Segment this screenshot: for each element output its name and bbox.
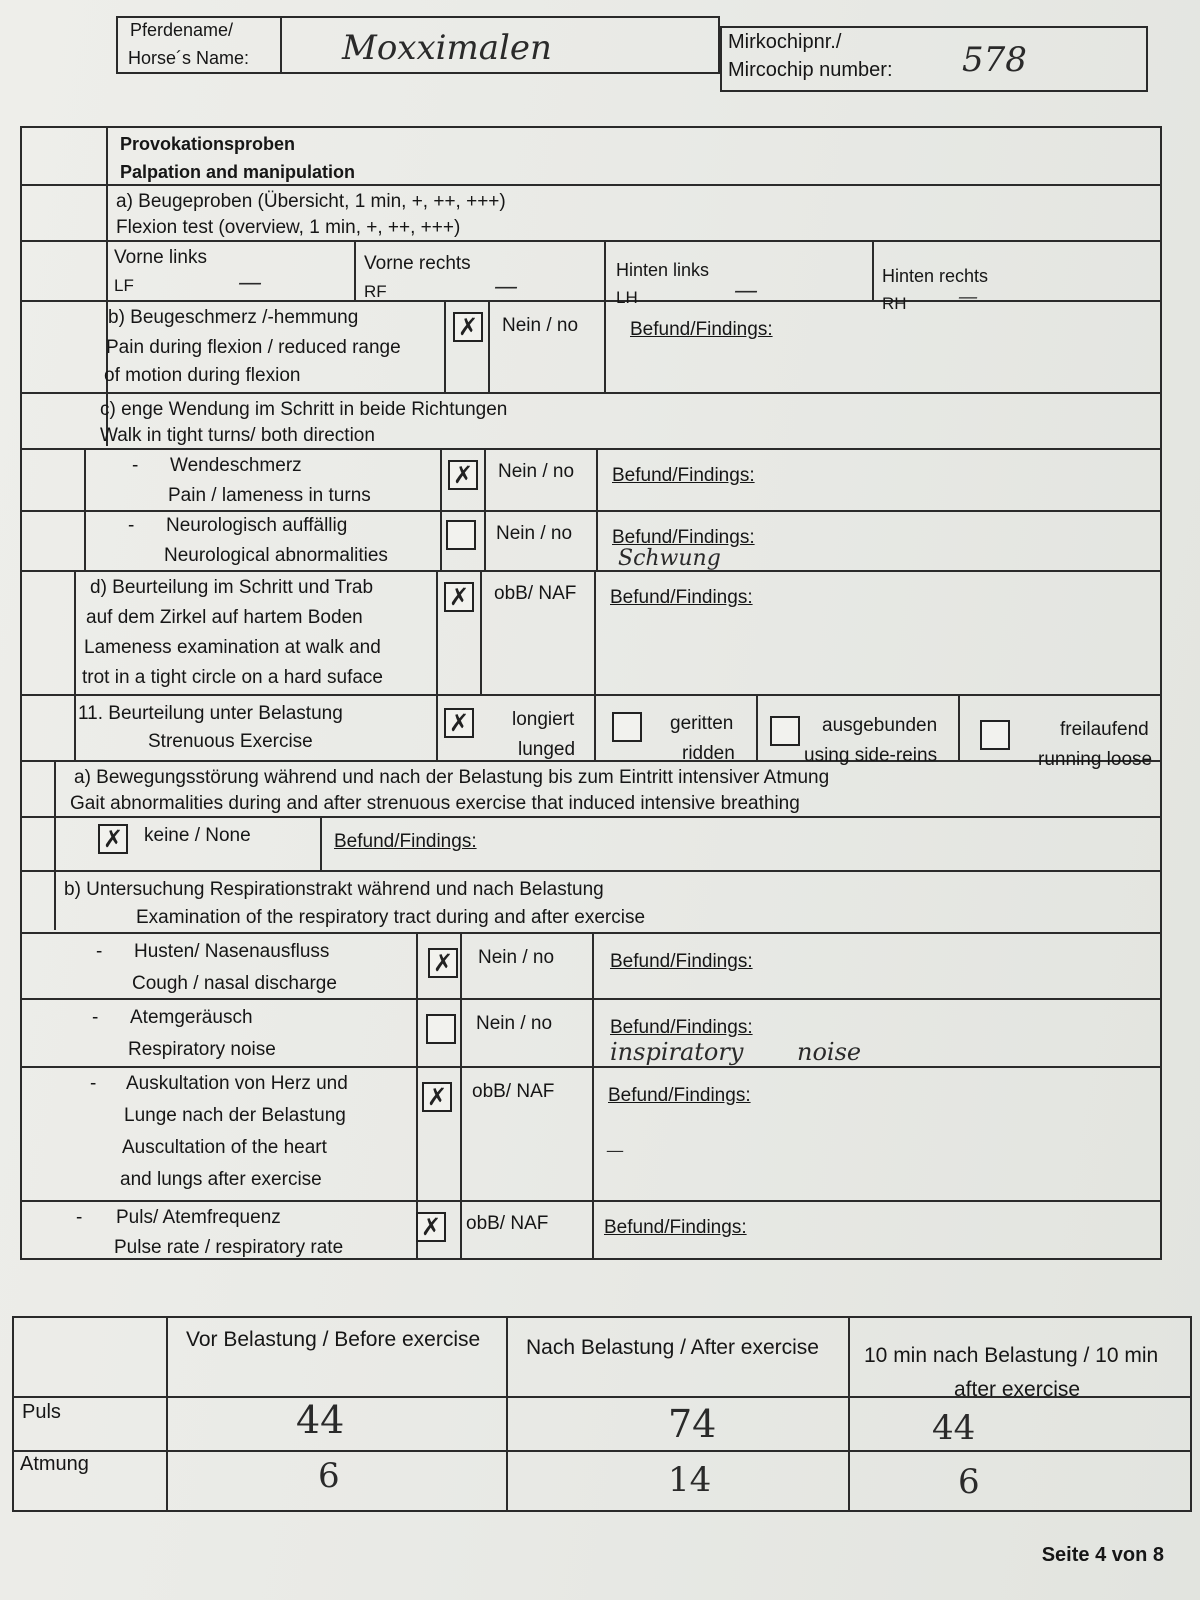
vitals-header-10min-l2: after exercise: [954, 1378, 1081, 1401]
resp-item-2-l1: Auskultation von Herz und: [126, 1073, 348, 1094]
horse-name-value[interactable]: Moxximalen: [342, 28, 552, 68]
turns-item-1-en: Neurological abnormalities: [164, 545, 388, 566]
option-running-loose-de: freilaufend: [1060, 719, 1149, 740]
turns-item-1-dash: -: [128, 515, 135, 536]
gait-findings: Befund/Findings:: [334, 831, 477, 852]
lameness-l3: Lameness examination at walk and: [84, 637, 381, 658]
leg-lf-en: LF: [114, 276, 134, 295]
resp-item-3-checkbox[interactable]: ✗: [416, 1212, 446, 1242]
flexion-pain-l2: Pain during flexion / reduced range: [106, 337, 401, 358]
vitals-pulse-10min[interactable]: 44: [932, 1408, 976, 1448]
resp-item-2-l3: Auscultation of the heart: [122, 1137, 327, 1158]
resp-item-1-note[interactable]: inspiratory noise: [610, 1038, 862, 1066]
resp-item-3-l2: Pulse rate / respiratory rate: [114, 1237, 344, 1258]
leg-rf-en: RF: [364, 282, 387, 301]
flexion-pain-findings: Befund/Findings:: [630, 319, 773, 340]
strenuous-title-de: 11. Beurteilung unter Belastung: [78, 703, 343, 724]
gait-checkbox[interactable]: ✗: [98, 824, 128, 854]
vitals-breathing-after[interactable]: 14: [668, 1460, 712, 1500]
gait-title-en: Gait abnormalities during and after strenuous exercise that induced intensive breathing: [70, 793, 800, 814]
vitals-breathing-before[interactable]: 6: [318, 1456, 340, 1496]
resp-item-2-l4: and lungs after exercise: [120, 1169, 322, 1190]
resp-item-1-findings: Befund/Findings:: [610, 1017, 753, 1038]
turns-item-1-checkbox[interactable]: [446, 520, 476, 550]
resp-item-2-option: obB/ NAF: [472, 1081, 555, 1102]
turns-item-0-checkbox[interactable]: ✗: [448, 460, 478, 490]
vitals-header-after: Nach Belastung / After exercise: [526, 1336, 819, 1359]
lameness-option: obB/ NAF: [494, 583, 577, 604]
leg-lh-de: Hinten links: [616, 260, 710, 280]
turns-item-1-option: Nein / no: [496, 523, 573, 544]
resp-item-1-l2: Respiratory noise: [128, 1039, 276, 1060]
lameness-checkbox[interactable]: ✗: [444, 582, 474, 612]
flexion-pain-l3: of motion during flexion: [104, 365, 301, 386]
vitals-row-pulse-label: Puls: [22, 1401, 61, 1423]
resp-title-en: Examination of the respiratory tract during and after exercise: [136, 907, 646, 928]
lameness-findings: Befund/Findings:: [610, 587, 753, 608]
turns-item-1-findings: Befund/Findings:: [612, 527, 755, 548]
lameness-l1: d) Beurteilung im Schritt und Trab: [90, 577, 374, 598]
resp-item-3-dash: -: [76, 1207, 83, 1228]
microchip-value[interactable]: 578: [962, 40, 1027, 80]
option-side-reins-checkbox[interactable]: [770, 716, 800, 746]
flexion-title-en: Flexion test (overview, 1 min, +, ++, +++): [116, 217, 461, 238]
option-running-loose-checkbox[interactable]: [980, 720, 1010, 750]
resp-item-1-option: Nein / no: [476, 1013, 553, 1034]
vitals-breathing-10min[interactable]: 6: [958, 1462, 980, 1502]
turns-item-1-de: Neurologisch auffällig: [166, 515, 348, 536]
turns-item-0-en: Pain / lameness in turns: [168, 485, 371, 506]
gait-option: keine / None: [144, 825, 251, 846]
flexion-pain-l1: b) Beugeschmerz /-hemmung: [108, 307, 359, 328]
option-side-reins-de: ausgebunden: [822, 715, 938, 736]
resp-item-3-option: obB/ NAF: [466, 1213, 549, 1234]
flexion-title-de: a) Beugeproben (Übersicht, 1 min, +, ++, +++): [116, 191, 506, 212]
resp-item-1-dash: -: [92, 1007, 99, 1028]
vitals-row-breathing-label: Atmung: [20, 1453, 89, 1475]
option-ridden-checkbox[interactable]: [612, 712, 642, 742]
resp-title-de: b) Untersuchung Respirationstrakt während und nach Belastung: [64, 879, 604, 900]
leg-rh-de: Hinten rechts: [882, 266, 989, 286]
strenuous-title-en: Strenuous Exercise: [148, 731, 313, 752]
leg-rh-value[interactable]: —: [958, 284, 978, 308]
microchip-label-en: Mircochip number:: [728, 59, 893, 81]
resp-item-2-checkbox[interactable]: ✗: [422, 1082, 452, 1112]
leg-lh-en: LH: [616, 288, 638, 307]
option-lunged-en: lunged: [518, 739, 576, 760]
leg-lh-value[interactable]: —: [734, 276, 758, 304]
leg-lf-value[interactable]: —: [238, 268, 262, 296]
turns-title-en: Walk in tight turns/ both direction: [100, 425, 375, 446]
lameness-l4: trot in a tight circle on a hard suface: [82, 667, 383, 688]
turns-item-0-findings: Befund/Findings:: [612, 465, 755, 486]
option-ridden-de: geritten: [670, 713, 734, 734]
vitals-pulse-after[interactable]: 74: [668, 1402, 717, 1446]
section-title-en: Palpation and manipulation: [120, 162, 356, 182]
resp-item-1-checkbox[interactable]: [426, 1014, 456, 1044]
leg-rh-en: RH: [882, 294, 907, 313]
resp-item-0-l2: Cough / nasal discharge: [132, 973, 337, 994]
turns-item-0-option: Nein / no: [498, 461, 575, 482]
leg-rf-value[interactable]: —: [494, 272, 518, 300]
resp-item-0-option: Nein / no: [478, 947, 555, 968]
resp-item-3-findings: Befund/Findings:: [604, 1217, 747, 1238]
microchip-label-de: Mirkochipnr./: [728, 31, 842, 53]
turns-title-de: c) enge Wendung im Schritt in beide Richtungen: [100, 399, 508, 420]
leg-rf-de: Vorne rechts: [364, 253, 471, 274]
resp-item-2-findings: Befund/Findings:: [608, 1085, 751, 1106]
turns-item-0-de: Wendeschmerz: [170, 455, 302, 476]
vitals-header-10min-l1: 10 min nach Belastung / 10 min: [864, 1344, 1159, 1367]
resp-item-0-dash: -: [96, 941, 103, 962]
option-ridden-en: ridden: [682, 743, 735, 764]
resp-item-0-l1: Husten/ Nasenausfluss: [134, 941, 330, 962]
leg-lf-de: Vorne links: [114, 247, 207, 268]
horse-name-label-en: Horse´s Name:: [128, 48, 250, 68]
option-lunged-de: longiert: [512, 709, 575, 730]
option-side-reins-en: using side-reins: [804, 745, 938, 766]
resp-item-0-findings: Befund/Findings:: [610, 951, 753, 972]
flexion-pain-option: Nein / no: [502, 315, 579, 336]
section-title-de: Provokationsproben: [120, 134, 296, 154]
vitals-pulse-before[interactable]: 44: [296, 1398, 345, 1442]
resp-item-0-checkbox[interactable]: ✗: [428, 948, 458, 978]
horse-name-label-de: Pferdename/: [130, 20, 234, 40]
option-running-loose-en: running loose: [1038, 749, 1153, 770]
resp-item-2-note[interactable]: —: [606, 1140, 624, 1161]
resp-item-3-l1: Puls/ Atemfrequenz: [116, 1207, 281, 1228]
turns-item-0-dash: -: [132, 455, 139, 476]
lameness-l2: auf dem Zirkel auf hartem Boden: [86, 607, 363, 628]
resp-item-2-dash: -: [90, 1073, 97, 1094]
resp-item-1-l1: Atemgeräusch: [130, 1007, 253, 1028]
vitals-header-before: Vor Belastung / Before exercise: [186, 1328, 481, 1351]
resp-item-2-l2: Lunge nach der Belastung: [124, 1105, 346, 1126]
turns-item-1-note[interactable]: Schwung: [618, 546, 721, 571]
option-lunged-checkbox[interactable]: ✗: [444, 708, 474, 738]
page-number: Seite 4 von 8: [1041, 1544, 1164, 1566]
gait-title-de: a) Bewegungsstörung während und nach der Belastung bis zum Eintritt intensiver Atmung: [74, 767, 830, 788]
flexion-pain-checkbox[interactable]: ✗: [453, 312, 483, 342]
